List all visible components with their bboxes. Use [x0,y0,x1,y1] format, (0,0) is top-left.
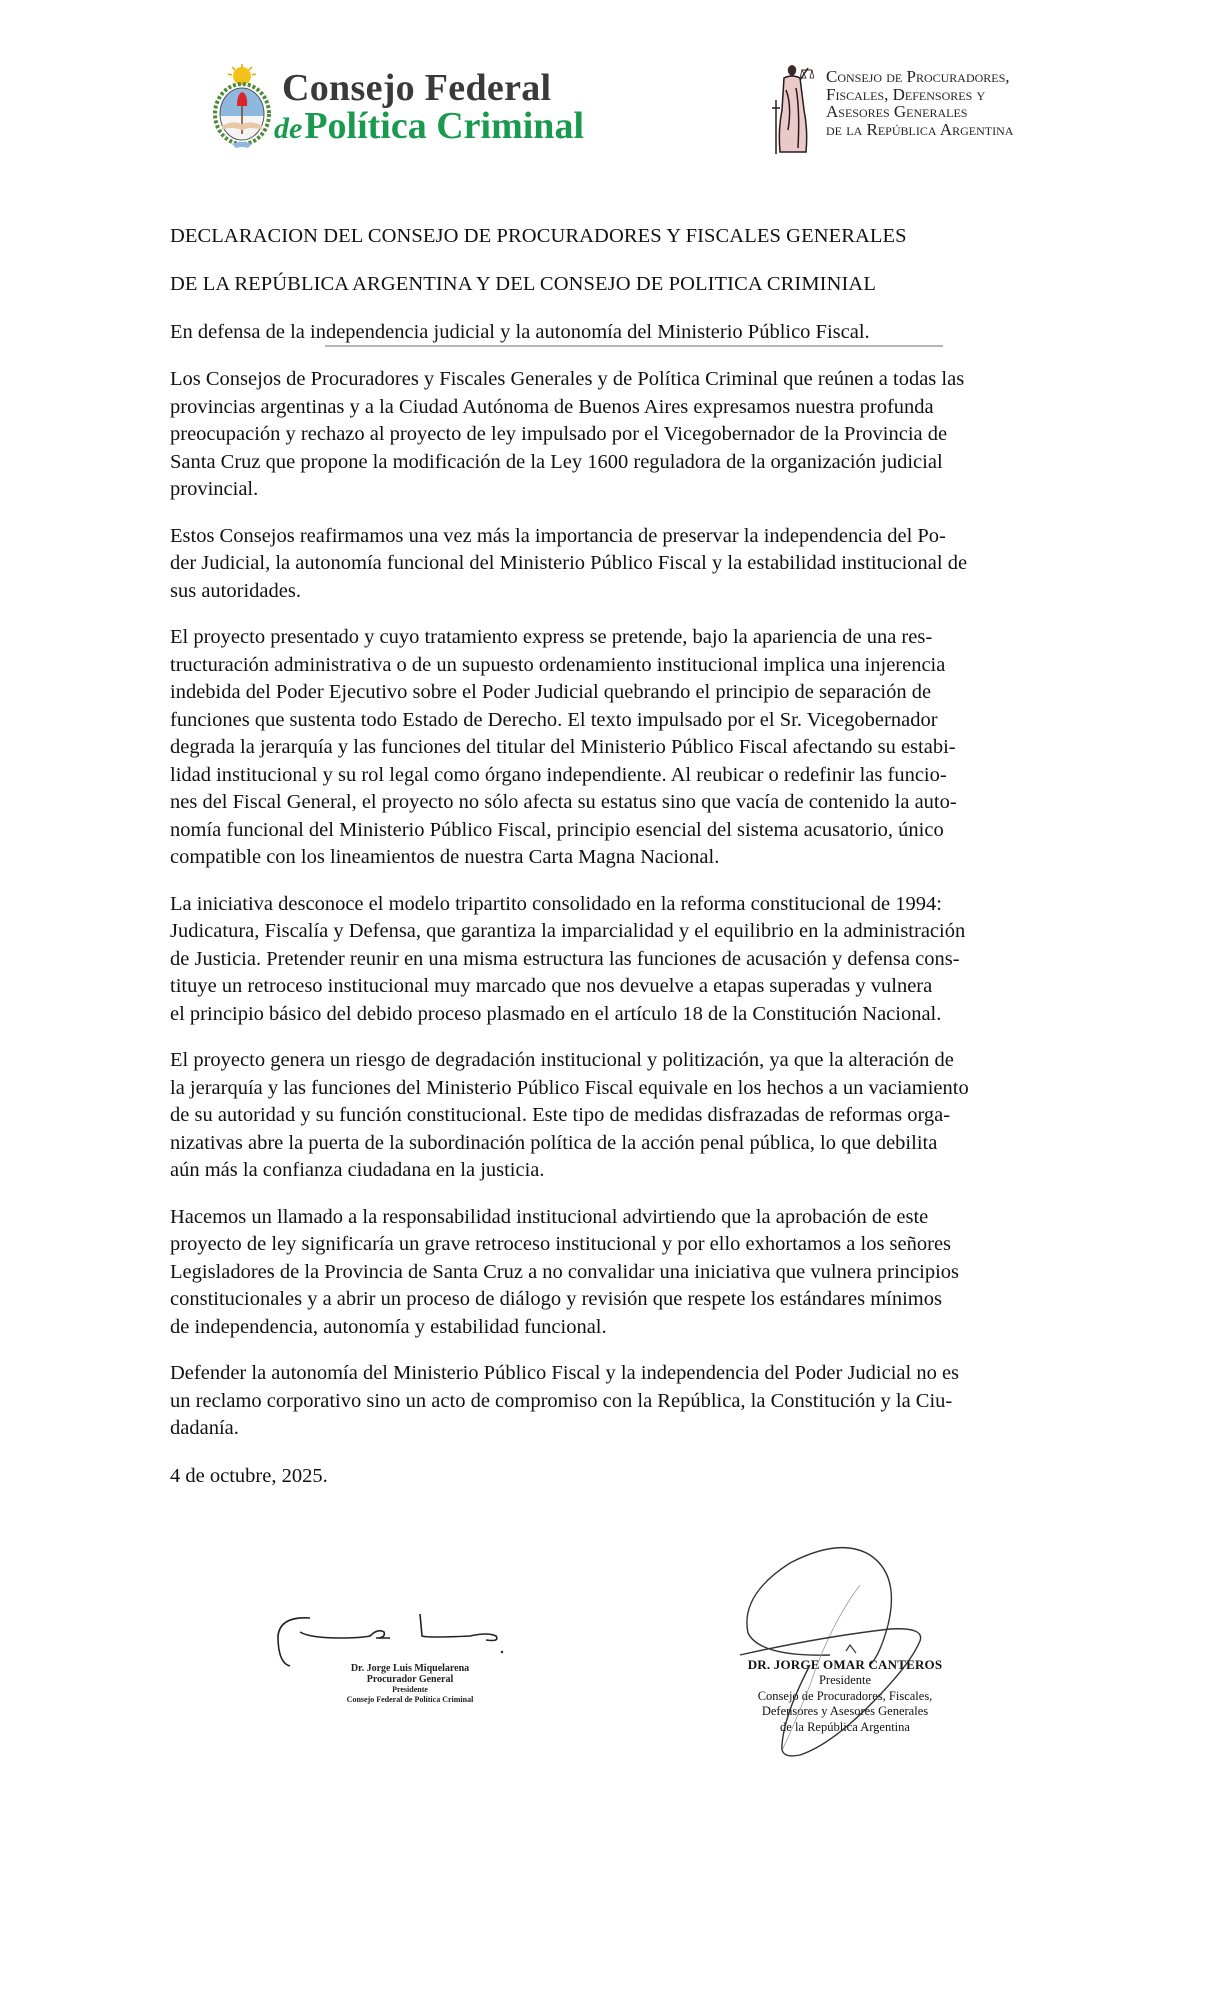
paragraph-line: aún más la confianza ciudadana en la justicia. [170,1159,545,1181]
paragraph-line: de su autoridad y su función constitucional. Este tipo de medidas disfrazadas de reformas orga- [170,1104,951,1126]
paragraph-line: Los Consejos de Procuradores y Fiscales Generales y de Política Criminal que reúnen a todas las [170,368,965,390]
document-heading-line1: DECLARACION DEL CONSEJO DE PROCURADORES Y FISCALES GENERALES [170,225,907,247]
paragraph-line: Defender la autonomía del Ministerio Público Fiscal y la independencia del Poder Judicial no es [170,1362,960,1384]
signature-block-left [270,1608,510,1708]
paragraph-line: proyecto de ley significaría un grave retroceso institucional y por ello exhortamos a los señores [170,1233,952,1255]
paragraph-line: constitucionales y a abrir un proceso de diálogo y revisión que respete los estándares mínimos [170,1288,942,1310]
logo-org-line: Fiscales, Defensores y [826,84,986,104]
document-subtitle [170,318,1155,346]
signatory-left-org: Consejo Federal de Política Criminal [346,1695,474,1704]
consejo-procuradores-logo [770,58,1070,158]
signatory-left-role: Presidente [392,1685,428,1694]
paragraph-line: El proyecto genera un riesgo de degradación institucional y politización, ya que la alteración de [170,1049,954,1071]
paragraph-line: tituye un retroceso institucional muy marcado que nos devuelve a etapas superadas y vulnera [170,975,933,997]
signatory-left-name: Dr. Jorge Luis Miquelarena [350,1663,470,1674]
paragraph [170,523,1155,606]
paragraph-line: tructuración administrativa o de un supuesto ordenamiento institucional implica una injerencia [170,653,946,676]
paragraph [170,1204,1155,1342]
logo-title-line2 [274,104,584,148]
paragraph-line: la jerarquía y las funciones del Ministerio Público Fiscal equivale en los hechos a un vaciamiento [170,1076,969,1099]
paragraph-line: de Justicia. Pretender reunir en una misma estructura las funciones de acusación y defensa cons- [170,947,960,970]
paragraph-line: nes del Fiscal General, el proyecto no sólo afecta su estatus sino que vacía de contenido la auto- [170,791,957,813]
signatory-right-role: Presidente [818,1673,872,1687]
signatory-right-name: DR. JORGE OMAR CANTEROS [747,1657,943,1672]
signature-block-right [720,1545,1000,1785]
paragraph-line: de independencia, autonomía y estabilidad funcional. [170,1315,607,1338]
document-heading-line2: DE LA REPÚBLICA ARGENTINA Y DEL CONSEJO DE POLITICA CRIMINIAL [170,273,876,295]
handwritten-signature-left [270,1608,510,1668]
paragraph-line: lidad institucional y su rol legal como órgano independiente. Al reubicar o redefinir las funcio- [170,763,947,786]
paragraph-line: dadanía. [170,1417,239,1439]
paragraph-line: El proyecto presentado y cuyo tratamiento express se pretende, bajo la apariencia de una res- [170,626,933,648]
lady-justice-icon [770,60,814,156]
logo-org-line: de la República Argentina [826,119,1014,139]
paragraph [170,891,1155,1029]
logo-org-line: Consejo de Procuradores, [826,67,1010,86]
paragraph-line: compatible con los lineamientos de nuestra Carta Magna Nacional. [170,846,720,868]
paragraph-line: Judicatura, Fiscalía y Defensa, que garantiza la imparcialidad y el equilibrio en la administración [170,920,966,942]
signatory-right-org-line: Defensores y Asesores Generales [761,1704,929,1718]
paragraph [170,624,1155,872]
paragraph-line: Santa Cruz que propone la modificación de la Ley 1600 reguladora de la organización judicial [170,450,943,473]
logo-org-name [826,68,1013,138]
signatory-left-title: Procurador General [366,1674,454,1685]
logo-org-line: Asesores Generales [826,102,968,121]
logo-title-prefix: de [274,112,303,145]
paragraph-line: un reclamo corporativo sino un acto de compromiso con la República, la Constitución y la Ciu- [170,1389,953,1412]
paragraph-line: indebida del Poder Ejecutivo sobre el Poder Judicial quebrando el principio de separación de [170,681,932,703]
paragraph-line: Legisladores de la Provincia de Santa Cruz a no convalidar una iniciativa que vulnera principios [170,1260,959,1283]
paragraph-line: nomía funcional del Ministerio Público Fiscal, principio esencial del sistema acusatorio, único [170,818,944,841]
paragraph [170,366,1155,504]
paragraph-line: funciones que sustenta todo Estado de Derecho. El texto impulsado por el Sr. Vicegobernador [170,708,938,731]
paragraph-line: provincias argentinas y a la Ciudad Autónoma de Buenos Aires expresamos nuestra profunda [170,395,934,418]
paragraph-line: sus autoridades. [170,579,301,602]
logo-title-line2-text: Política Criminal [304,105,585,147]
paragraph-line: preocupación y rechazo al proyecto de ley impulsado por el Vicegobernador de la Provincia de [170,423,948,445]
paragraph-line: provincial. [170,478,259,500]
paragraph-line: Estos Consejos reafirmamos una vez más la importancia de preservar la independencia del Po- [170,524,946,547]
paragraphs [170,366,1155,1443]
handwritten-signature-right [720,1545,1000,1785]
paragraph [170,1360,1155,1443]
paragraph-line: Hacemos un llamado a la responsabilidad institucional advirtiendo que la aprobación de este [170,1205,929,1228]
logo-title-line1: Consejo Federal [282,67,552,109]
signatory-right-org-line: de la República Argentina [780,1719,910,1734]
declaration-body [170,222,1155,1490]
paragraph-line: La iniciativa desconoce el modelo tripartito consolidado en la reforma constitucional de 1994: [170,892,942,915]
paragraph [170,1047,1155,1185]
document-date: 4 de octubre, 2025. [170,1464,328,1487]
signatory-right-org-line: Consejo de Procuradores, Fiscales, [757,1688,933,1703]
paragraph-line: der Judicial, la autonomía funcional del Ministerio Público Fiscal y la estabilidad institucional de [170,552,968,574]
signatory-left [300,1663,520,1705]
argentine-coat-of-arms-icon [212,64,272,150]
subtitle-underline-rule [325,345,943,347]
paragraph-line: degrada la jerarquía y las funciones del titular del Ministerio Público Fiscal afectando su estabi- [170,736,956,758]
paragraph-line: el principio básico del debido proceso plasmado en el artículo 18 de la Constitución Nacional. [170,1002,942,1025]
paragraph-line: nizativas abre la puerta de la subordinación política de la acción penal pública, lo que debilita [170,1131,938,1154]
document-subtitle-text: En defensa de la independencia judicial y la autonomía del Ministerio Público Fiscal. [170,321,870,343]
consejo-federal-logo [212,62,602,152]
